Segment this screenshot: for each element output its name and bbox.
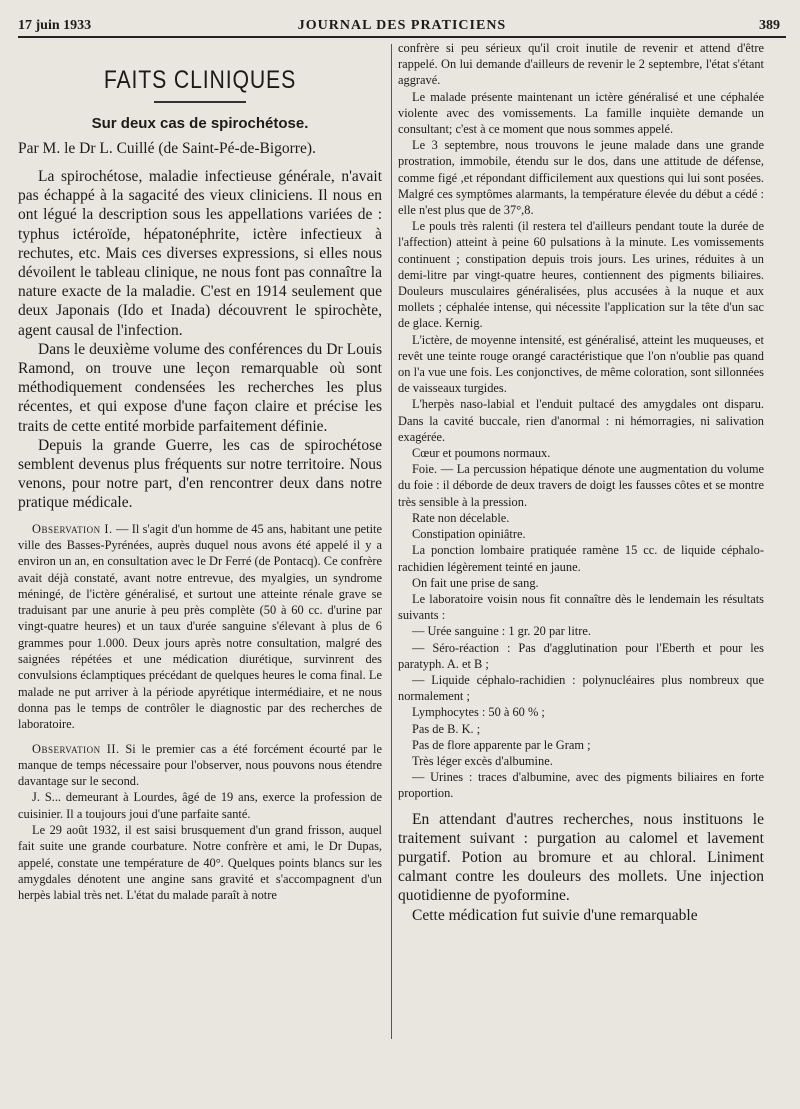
clinical-paragraph-7: Cœur et poumons normaux. [412,446,551,461]
treatment-outcome: Cette médication fut suivie d'une remarquable [412,906,698,924]
observation-2-onset: Le 29 août 1932, il est saisi brusquement d'un grand frisson, auquel fait suite une grande courbature. Notre confrère et ami, le Dr Dupas, appelé, constate une température de 40°. Quelques points blancs sur les amygdales dénotent une angine sans gravité et s'accompagnent d'un herpès labial très net. L'état du malade paraît à notre [18,823,382,903]
observation-2-text: Si le premier cas a été forcément écourté par le manque de temps nécessaire pour l'observer, nous pouvons nous étendre davantage sur le second. [18,741,382,789]
lab-result-csf: — Liquide céphalo-rachidien : polynucléaires plus nombreux que normalement ; [398,672,764,704]
intro-paragraph-3: Depuis la grande Guerre, les cas de spirochétose semblent devenus plus fréquents sur notre territoire. Nous venons, pour notre part, d'en rencontrer deux dans notre pratique médicale. [18,436,382,512]
lab-result-urea: — Urée sanguine : 1 gr. 20 par litre. [412,624,591,639]
lab-result-gram: Pas de flore apparente par le Gram ; [412,737,591,752]
observation-2-patient: J. S... demeurant à Lourdes, âgé de 19 ans, exerce la profession de cuisinier. Il a toujours joui d'une parfaite santé. [18,790,382,821]
intro-paragraph-2: Dans le deuxième volume des conférences du Dr Louis Ramond, on trouve une leçon remarquable où sont méthodiquement condensées les recherches les plus récentes, et qui expose d'une façon claire et précise les traits de cette entité morbide parfaitement définie. [18,340,382,435]
page-number: 389 [759,18,780,33]
lab-result-lymphocytes: Lymphocytes : 50 à 60 % ; [412,705,545,720]
observation-1-text: — Il s'agit d'un homme de 45 ans, habitant une petite ville des Basses-Pyrénées, auprès duquel nous avons été appelé il y a environ un an, en consultation avec le Dr Ferré (de Pontacq). Ce confrère avait déjà constaté, avant notre entrevue, des myalgies, un syndrome méningé, de l'ictère généralisé, et surtout une atteinte rénale grave se traduisant par une anurie à peu près complète (50 à 60 cc. d'urine par vingt-quatre heures) et un taux d'urée sanguine s'élevant à plus de 6 grammes pour 1.000. Deux jours après notre consultation, malgré des saignées répétées et une médication diurétique, survinrent des convulsions éclamptiques précédant de quelques heures le coma final. Le malade ne put arriver à la période apyrétique intermédiaire, et ne nous donna pas le temps de contrôler le diagnostic par des recherches de laboratoire. [18,521,382,732]
observation-2-label: Observation II. [32,741,120,756]
clinical-paragraph-2: Le malade présente maintenant un ictère généralisé et une céphalée violente avec des vomissements. La famille inquiète demande un consultant; c'est à ce moment que nous sommes appelé. [398,89,764,137]
header-rule [18,36,786,38]
section-title: FAITS CLINIQUES [103,66,297,94]
journal-title: JOURNAL DES PRATICIENS [297,18,507,33]
clinical-paragraph-10: Constipation opiniâtre. [412,527,526,542]
continuation-paragraph: confrère si peu sérieux qu'il croit inutile de revenir et attend d'être rappelé. On lui demande d'ailleurs de revenir le 2 septembre, l'état s'étant aggravé. [398,41,764,88]
lab-result-bk: Pas de B. K. ; [412,721,481,736]
article-byline: Par M. le Dr L. Cuillé (de Saint-Pé-de-Bigorre). [18,140,316,157]
clinical-paragraph-8: Foie. — La percussion hépatique dénote une augmentation du volume du foie : il déborde de deux travers de doigt les fausses côtes et se montre très sensible à la pression. [398,462,764,509]
clinical-paragraph-5: L'ictère, de moyenne intensité, est généralisé, atteint les muqueuses, et revêt une teinte rouge orangé caractéristique que l'on n'oublie pas quand on l'a vue une fois. Les conjonctives, de même coloration, sont sillonnées de vaisseaux turgides. [398,332,764,396]
intro-paragraph-1: La spirochétose, maladie infectieuse générale, n'avait pas échappé à la sagacité des vieux cliniciens. Il nous en ont légué la description sous les appellations variées de : typhus ictéroïde, hépatonéphrite, ictère infectieux à rechutes, etc. Mais ces diverses expressions, si elles nous dévoilent le tableau clinique, ne nous font pas connaître la nature exacte de la maladie. C'est en 1914 seulement que deux Japonais (Ido et Inada) découvrent le spirochète, agent causal de l'infection. [18,168,382,339]
clinical-paragraph-13: Le laboratoire voisin nous fit connaître dès le lendemain les résultats suivants : [398,591,764,623]
lab-result-serology: — Séro-réaction : Pas d'agglutination pour l'Eberth et pour les paratyph. A. et B ; [398,640,764,671]
observation-1 [18,521,382,733]
lab-result-urine: — Urines : traces d'albumine, avec des pigments biliaires en forte proportion. [398,770,764,801]
clinical-paragraph-9: Rate non décelable. [412,510,510,525]
clinical-paragraph-6: L'herpès naso-labial et l'enduit pultacé des amygdales ont disparu. Dans la cavité buccale, rien d'anormal : ni hémorragies, ni salivation exagérée. [398,397,764,444]
column-divider [391,44,392,1039]
right-column [398,40,764,1100]
clinical-paragraph-4: Le pouls très ralenti (il restera tel d'ailleurs pendant toute la durée de l'affection) atteint à peine 60 pulsations à la minute. Les vomissements continuent ; constipation depuis trois jours. Les urines, réduites à un demi-litre par vingt-quatre heures, contiennent des pigments biliaires. Douleurs musculaires généralisées, plus accusées à la nuque et aux mollets ; céphalée intense, qui nécessite l'application sur la tête d'un sac de glace. Kernig. [398,219,764,331]
left-column [18,46,382,1046]
lab-result-albumin: Très léger excès d'albumine. [412,753,553,768]
observation-1-label: Observation I. [32,521,113,536]
issue-date: 17 juin 1933 [18,18,92,33]
treatment-paragraph: En attendant d'autres recherches, nous instituons le traitement suivant : purgation au calomel et lavement purgatif. Potion au bromure et au chloral. Liniment calmant contre les douleurs des mollets. Une injection quotidienne de pyoformine. [398,810,764,905]
clinical-paragraph-11: La ponction lombaire pratiquée ramène 15 cc. de liquide céphalo-rachidien légèrement teinté en jaune. [398,543,764,574]
title-underline [154,101,246,103]
observation-2 [18,741,382,790]
clinical-paragraph-3: Le 3 septembre, nous trouvons le jeune malade dans une grande prostration, immobile, étendu sur le dos, dans une attitude de défense, comme figé ,et répondant difficilement aux questions qui lui sont posées. Malgré ces symptômes alarmants, la température élevée du début a cédé : elle n'est plus que de 37°,8. [398,138,764,218]
article-title: Sur deux cas de spirochétose. [91,115,309,132]
page-header [18,14,786,36]
clinical-paragraph-12: On fait une prise de sang. [412,575,539,590]
